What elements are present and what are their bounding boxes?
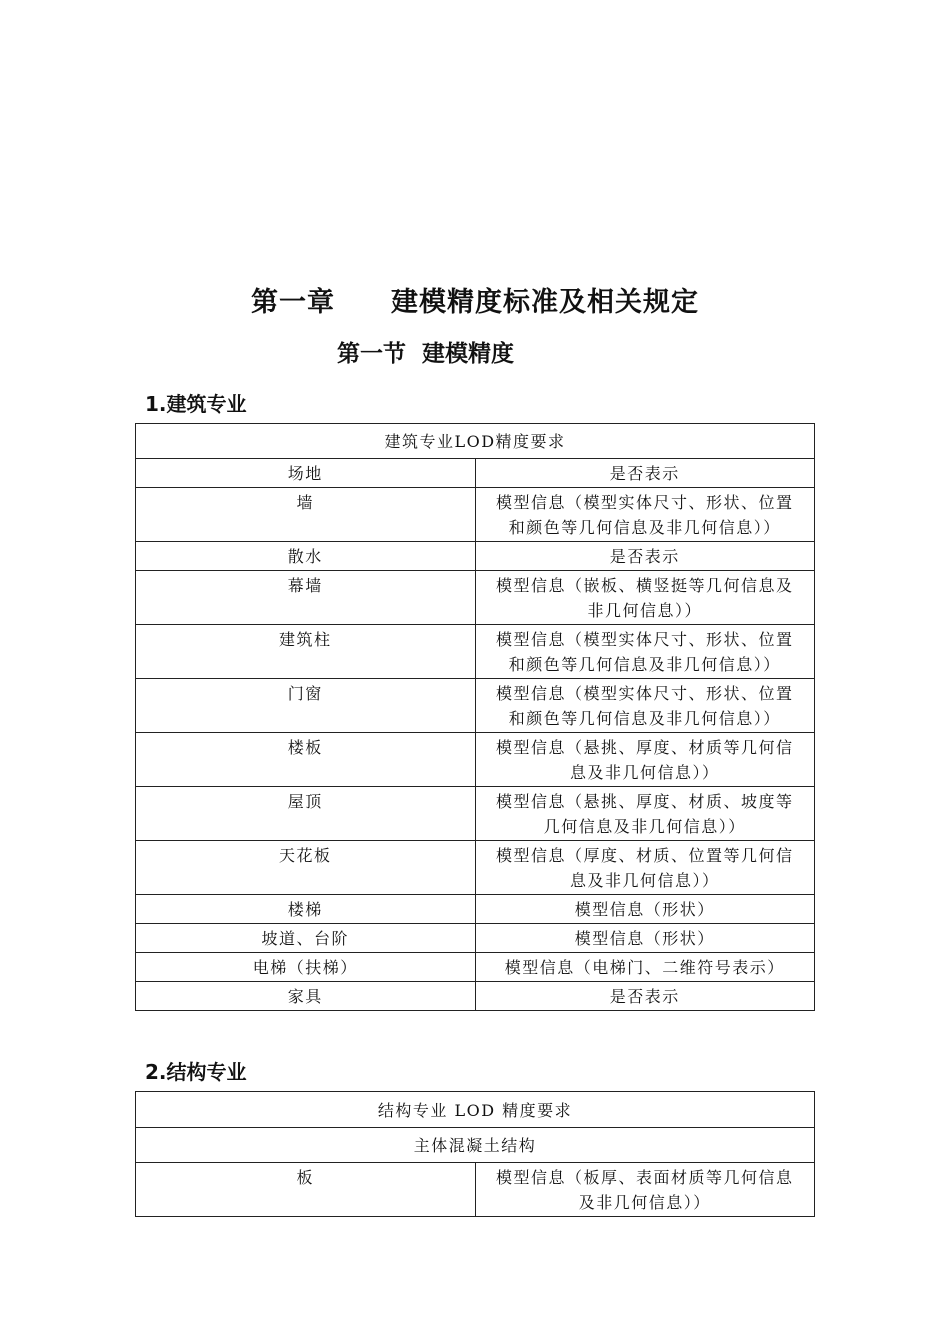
table-caption-row (136, 1092, 815, 1128)
section-title: 第一节 建模精度 (337, 341, 515, 367)
row-value: 模型信息（板厚、表面材质等几何信息及非几何信息）） (475, 1163, 815, 1217)
row-value: 模型信息（模型实体尺寸、形状、位置和颜色等几何信息及非几何信息）） (475, 625, 815, 679)
row-value: 模型信息（悬挑、厚度、材质、坡度等几何信息及非几何信息）） (475, 787, 815, 841)
structure-lod-table (135, 1091, 815, 1217)
row-value: 是否表示 (475, 459, 815, 488)
table-row (136, 953, 815, 982)
table-row (136, 841, 815, 895)
row-value: 模型信息（电梯门、二维符号表示） (475, 953, 815, 982)
row-value: 是否表示 (475, 542, 815, 571)
table-row (136, 895, 815, 924)
row-value: 模型信息（悬挑、厚度、材质等几何信息及非几何信息）） (475, 733, 815, 787)
table-caption: 建筑专业LOD精度要求 (136, 424, 815, 459)
row-name: 板 (136, 1163, 476, 1217)
table-row (136, 982, 815, 1011)
table-row (136, 1163, 815, 1217)
table-row (136, 679, 815, 733)
row-name: 建筑柱 (136, 625, 476, 679)
table-row (136, 787, 815, 841)
row-value: 模型信息（模型实体尺寸、形状、位置和颜色等几何信息及非几何信息）） (475, 679, 815, 733)
row-value: 模型信息（厚度、材质、位置等几何信息及非几何信息）） (475, 841, 815, 895)
row-value: 模型信息（形状） (475, 924, 815, 953)
chapter-title: 第一章 建模精度标准及相关规定 (251, 287, 699, 318)
row-name: 门窗 (136, 679, 476, 733)
row-name: 楼板 (136, 733, 476, 787)
row-value: 模型信息（形状） (475, 895, 815, 924)
table-row (136, 459, 815, 488)
architecture-heading: 1.建筑专业 (145, 392, 247, 416)
row-name: 电梯（扶梯） (136, 953, 476, 982)
row-name: 幕墙 (136, 571, 476, 625)
table-row (136, 488, 815, 542)
row-name: 楼梯 (136, 895, 476, 924)
row-name: 家具 (136, 982, 476, 1011)
row-name: 天花板 (136, 841, 476, 895)
table-subcaption-row (136, 1128, 815, 1163)
row-value: 模型信息（嵌板、横竖挺等几何信息及非几何信息）） (475, 571, 815, 625)
structure-heading: 2.结构专业 (145, 1060, 247, 1084)
row-value: 是否表示 (475, 982, 815, 1011)
row-name: 散水 (136, 542, 476, 571)
row-name: 场地 (136, 459, 476, 488)
table-row (136, 924, 815, 953)
row-name: 墙 (136, 488, 476, 542)
table-row (136, 542, 815, 571)
table-row (136, 733, 815, 787)
table-caption: 结构专业 LOD 精度要求 (136, 1092, 815, 1128)
table-row (136, 571, 815, 625)
row-name: 屋顶 (136, 787, 476, 841)
architecture-lod-table (135, 423, 815, 1011)
table-caption-row (136, 424, 815, 459)
table-row (136, 625, 815, 679)
table-subcaption: 主体混凝土结构 (136, 1128, 815, 1163)
row-value: 模型信息（模型实体尺寸、形状、位置和颜色等几何信息及非几何信息）） (475, 488, 815, 542)
row-name: 坡道、台阶 (136, 924, 476, 953)
